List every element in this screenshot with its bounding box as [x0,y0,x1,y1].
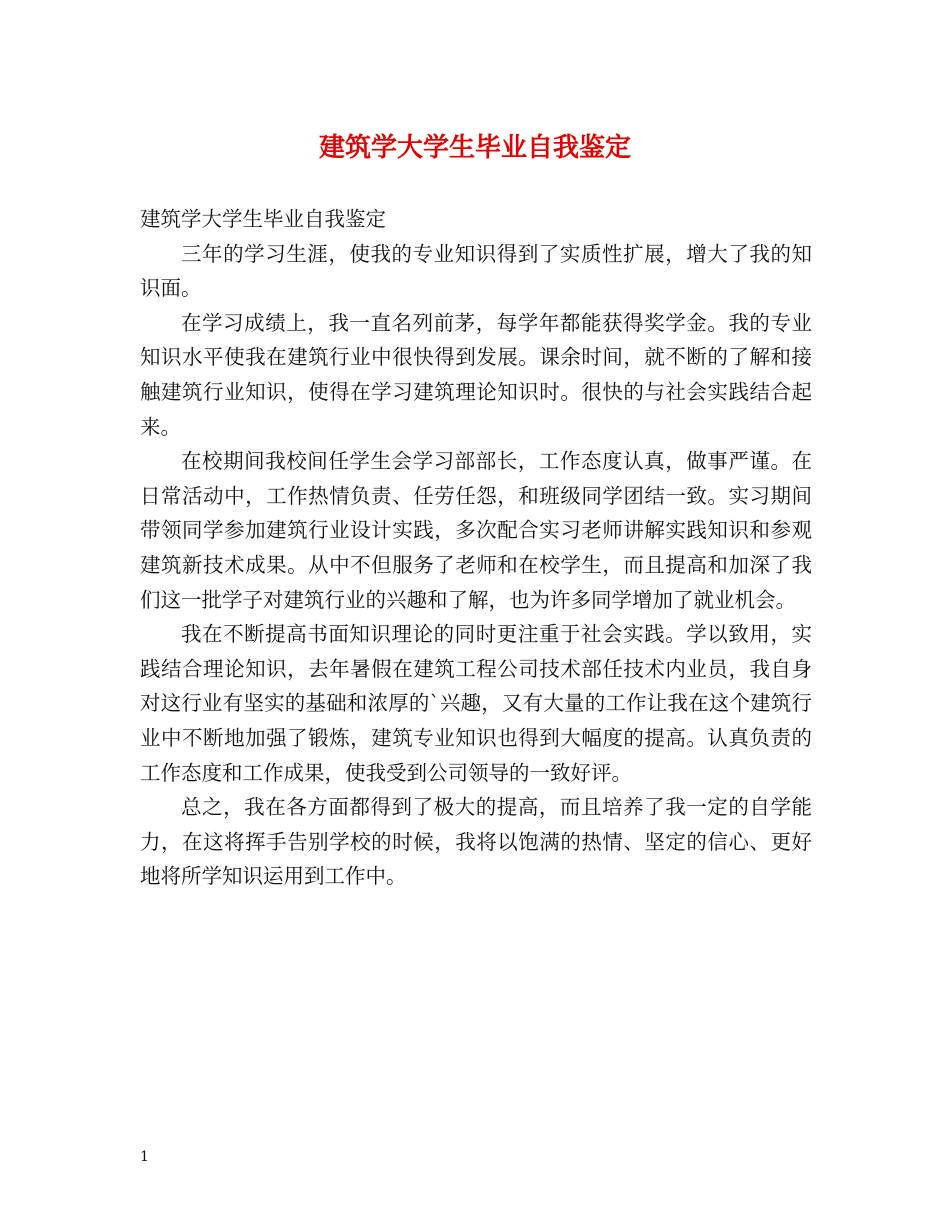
document-subtitle: 建筑学大学生毕业自我鉴定 [140,207,386,231]
page-number: 1 [140,1149,149,1165]
paragraph-3: 在校期间我校间任学生会学习部部长，工作态度认真，做事严谨。在日常活动中，工作热情负责、任劳任怨，和班级同学团结一致。实习期间带领同学参加建筑行业设计实践，多次配合实习老师讲解实践知识和参观建筑新技术成果。从中不但服务了老师和在校学生，而且提高和加深了我们这一批学子对建筑行业的兴趣和了解，也为许多同学增加了就业机会。 [140,449,812,612]
paragraph-2: 在学习成绩上，我一直名列前茅，每学年都能获得奖学金。我的专业知识水平使我在建筑行业中很快得到发展。课余时间，就不断的了解和接触建筑行业知识，使得在学习建筑理论知识时。很快的与社会实践结合起来。 [140,310,812,439]
document-body [140,202,812,894]
paragraph-4: 我在不断提高书面知识理论的同时更注重于社会实践。学以致用，实践结合理论知识，去年暑假在建筑工程公司技术部任技术内业员，我自身对这行业有坚实的基础和浓厚的`兴趣，又有大量的工作让我在这个建筑行业中不断地加强了锻炼，建筑专业知识也得到大幅度的提高。认真负责的工作态度和工作成果，使我受到公司领导的一致好评。 [140,622,812,785]
document-title: 建筑学大学生毕业自我鉴定 [318,133,631,163]
paragraph-1: 三年的学习生涯，使我的专业知识得到了实质性扩展，增大了我的知识面。 [140,241,812,301]
paragraph-5: 总之，我在各方面都得到了极大的提高，而且培养了我一定的自学能力，在这将挥手告别学校的时候，我将以饱满的热情、坚定的信心、更好地将所学知识运用到工作中。 [140,795,812,889]
